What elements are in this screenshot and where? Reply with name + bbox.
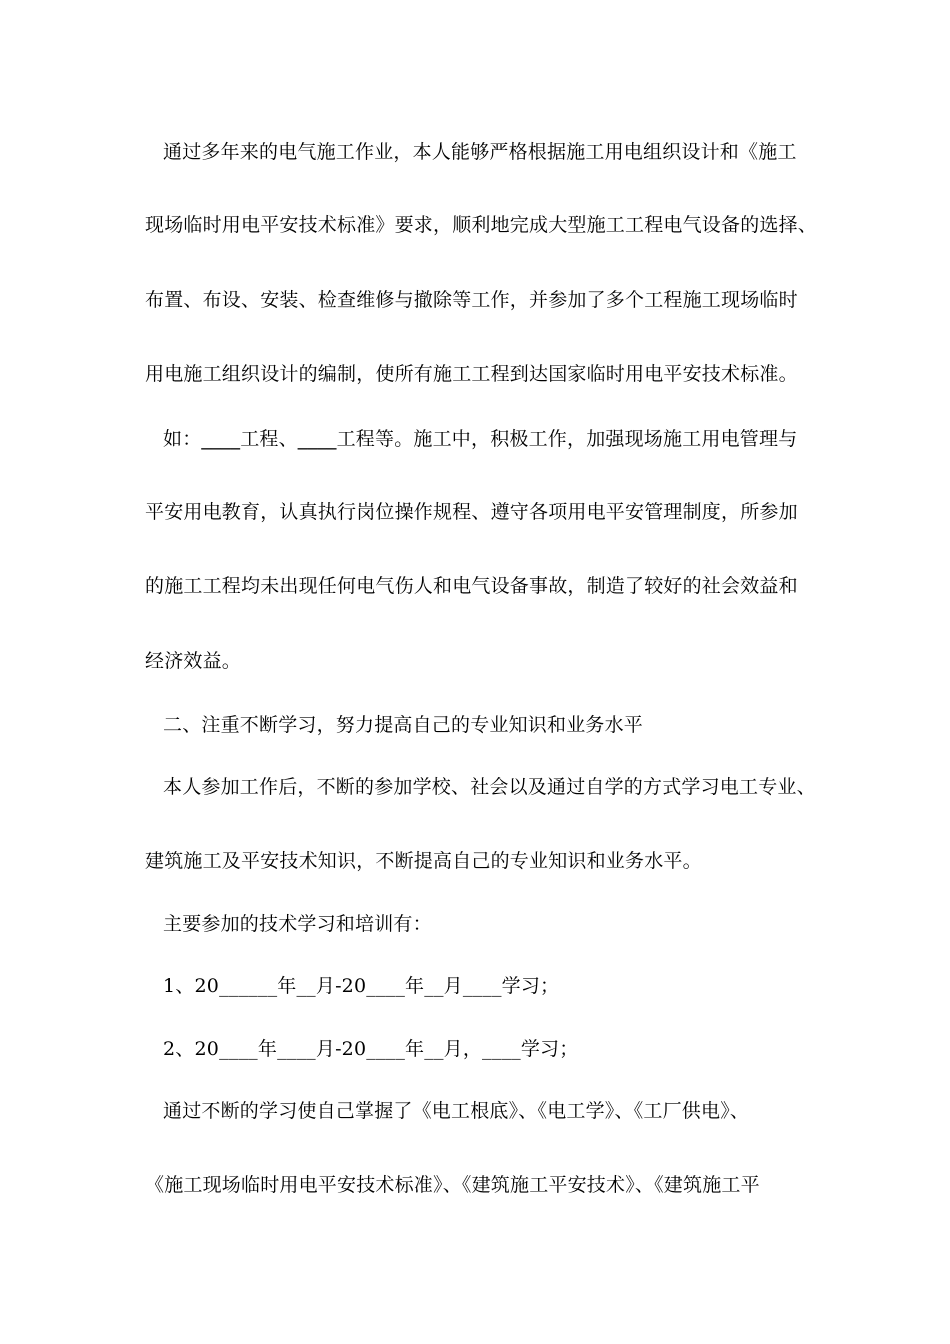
paragraph-line: 如：____工程、____工程等。施工中，积极工作，加强现场施工用电管理与	[163, 428, 798, 450]
list-item: 2、20____年____月-20____年__月，____学习；	[163, 1038, 579, 1060]
paragraph-line: 现场临时用电平安技术标准》要求，顺利地完成大型施工工程电气设备的选择、	[145, 214, 818, 236]
paragraph-line: 建筑施工及平安技术知识，不断提高自己的专业知识和业务水平。	[145, 850, 702, 872]
paragraph-line: 经济效益。	[145, 650, 242, 672]
paragraph-line: 的施工工程均未出现任何电气伤人和电气设备事故，制造了较好的社会效益和	[145, 575, 798, 597]
list-item: 1、20______年__月-20____年__月____学习；	[163, 975, 560, 997]
paragraph-line: 通过不断的学习使自己掌握了《电工根底》、《电工学》、《工厂供电》、	[163, 1100, 750, 1122]
section-heading: 二、注重不断学习，努力提高自己的专业知识和业务水平	[163, 714, 644, 736]
paragraph-line: 主要参加的技术学习和培训有：	[163, 913, 432, 935]
paragraph-line: 本人参加工作后，不断的参加学校、社会以及通过自学的方式学习电工专业、	[163, 776, 816, 798]
paragraph-line: 平安用电教育，认真执行岗位操作规程、遵守各项用电平安管理制度，所参加	[145, 501, 798, 523]
paragraph-line: 通过多年来的电气施工作业，本人能够严格根据施工用电组织设计和《施工	[163, 141, 797, 163]
paragraph-line: 《施工现场临时用电平安技术标准》、《建筑施工平安技术》、《建筑施工平	[145, 1174, 760, 1196]
paragraph-line: 布置、布设、安装、检查维修与撤除等工作，并参加了多个工程施工现场临时	[145, 289, 798, 311]
paragraph-line: 用电施工组织设计的编制，使所有施工工程到达国家临时用电平安技术标准。	[145, 363, 798, 385]
